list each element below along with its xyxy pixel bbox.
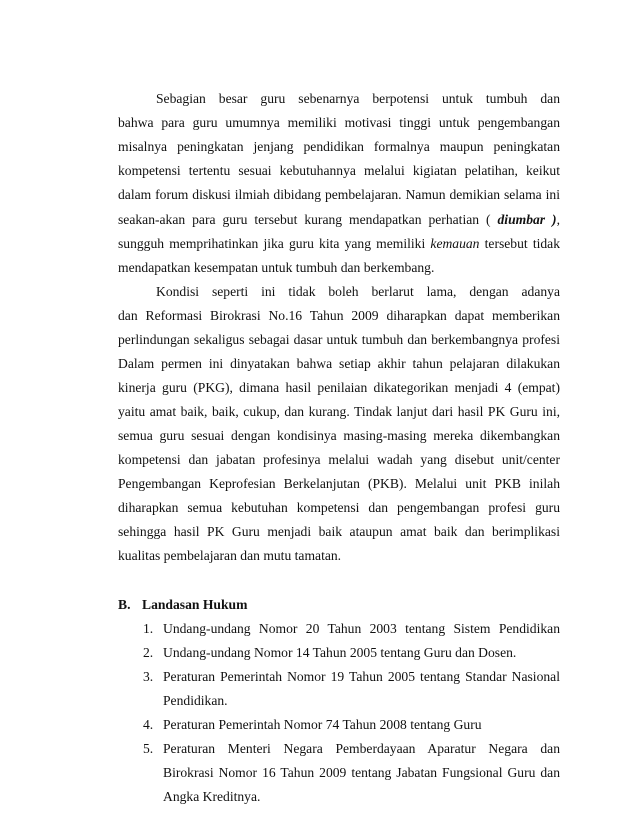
paragraph2-line: kinerja guru (PKG), dimana hasil penilaian dikategorikan menjadi 4 (empat)	[118, 380, 560, 395]
paragraph2-line: yaitu amat baik, baik, cukup, dan kurang. Tindak lanjut dari hasil PK Guru ini,	[118, 404, 560, 419]
paragraph2-line: kompetensi dan jabatan profesinya melalui wadah yang disebut unit/center	[118, 452, 560, 467]
paragraph2-line: Kondisi seperti ini tidak boleh berlarut lama, dengan adanya	[156, 284, 560, 299]
section-title: Landasan Hukum	[142, 597, 248, 612]
paragraph2-line: kualitas pembelajaran dan mutu tamatan.	[118, 548, 342, 563]
paragraph2-line: diharapkan semua kebutuhan kompetensi dan pengembangan profesi guru	[118, 500, 560, 515]
paragraph1-line	[118, 212, 560, 228]
paragraph1-line: misalnya peningkatan jenjang pendidikan formalnya maupun peningkatan	[118, 139, 560, 154]
text-run: ,	[556, 212, 560, 227]
list-item-text: Pendidikan.	[163, 693, 228, 708]
paragraph2-line: semua guru sesuai dengan kondisinya masing-masing mereka dikembangkan	[118, 428, 560, 443]
list-item-text: Birokrasi Nomor 16 Tahun 2009 tentang Jabatan Fungsional Guru dan	[163, 765, 560, 780]
list-item-text: Undang-undang Nomor 14 Tahun 2005 tentang Guru dan Dosen.	[163, 645, 517, 660]
paragraph1-line: Sebagian besar guru sebenarnya berpotensi untuk tumbuh dan	[156, 91, 560, 106]
text-run: sungguh memprihatinkan jika guru kita yang memiliki	[118, 236, 426, 251]
list-item-number: 4.	[143, 717, 154, 732]
paragraph1-line: mendapatkan kesempatan untuk tumbuh dan berkembang.	[118, 260, 435, 275]
paragraph1-line: dalam forum diskusi ilmiah dibidang pembelajaran. Namun demikian selama ini	[118, 187, 560, 202]
list-item-text: Peraturan Pemerintah Nomor 19 Tahun 2005 tentang Standar Nasional	[163, 669, 560, 684]
paragraph2-line: Dalam permen ini dinyatakan bahwa setiap akhir tahun pelajaran dilakukan	[118, 356, 560, 371]
emphasis-text: kemauan	[430, 236, 480, 251]
list-item-text: Peraturan Menteri Negara Pemberdayaan Aparatur Negara dan	[163, 741, 560, 756]
list-item-number: 1.	[143, 621, 154, 636]
list-item-text: Peraturan Pemerintah Nomor 74 Tahun 2008 tentang Guru	[163, 717, 482, 732]
paragraph1-line: bahwa para guru umumnya memiliki motivasi tinggi untuk pengembangan	[118, 115, 560, 130]
list-item-number: 5.	[143, 741, 154, 756]
list-item-number: 3.	[143, 669, 154, 684]
list-item-number: 2.	[143, 645, 154, 660]
text-run: seakan-akan para guru tersebut kurang mendapatkan perhatian (	[118, 212, 491, 227]
paragraph2-line: sehingga hasil PK Guru menjadi baik ataupun amat baik dan berimplikasi	[118, 524, 560, 539]
section-heading	[118, 597, 247, 613]
paragraph1-line: kompetensi tertentu sesuai kebutuhannya melalui kigiatan pelatihan, keikut	[118, 163, 560, 178]
section-label: B.	[118, 597, 131, 612]
paragraph1-line	[118, 236, 560, 252]
list-item-text: Undang-undang Nomor 20 Tahun 2003 tentang Sistem Pendidikan	[163, 621, 560, 636]
list-item-text: Angka Kreditnya.	[163, 789, 261, 804]
paragraph2-line: Pengembangan Keprofesian Berkelanjutan (PKB). Melalui unit PKB inilah	[118, 476, 560, 491]
paragraph2-line: perlindungan sekaligus sebagai dasar untuk tumbuh dan berkembangnya profesi	[118, 332, 560, 347]
paragraph2-line: dan Reformasi Birokrasi No.16 Tahun 2009 diharapkan dapat memberikan	[118, 308, 560, 323]
text-run: tersebut tidak	[484, 236, 560, 251]
emphasis-text: diumbar )	[497, 212, 557, 227]
